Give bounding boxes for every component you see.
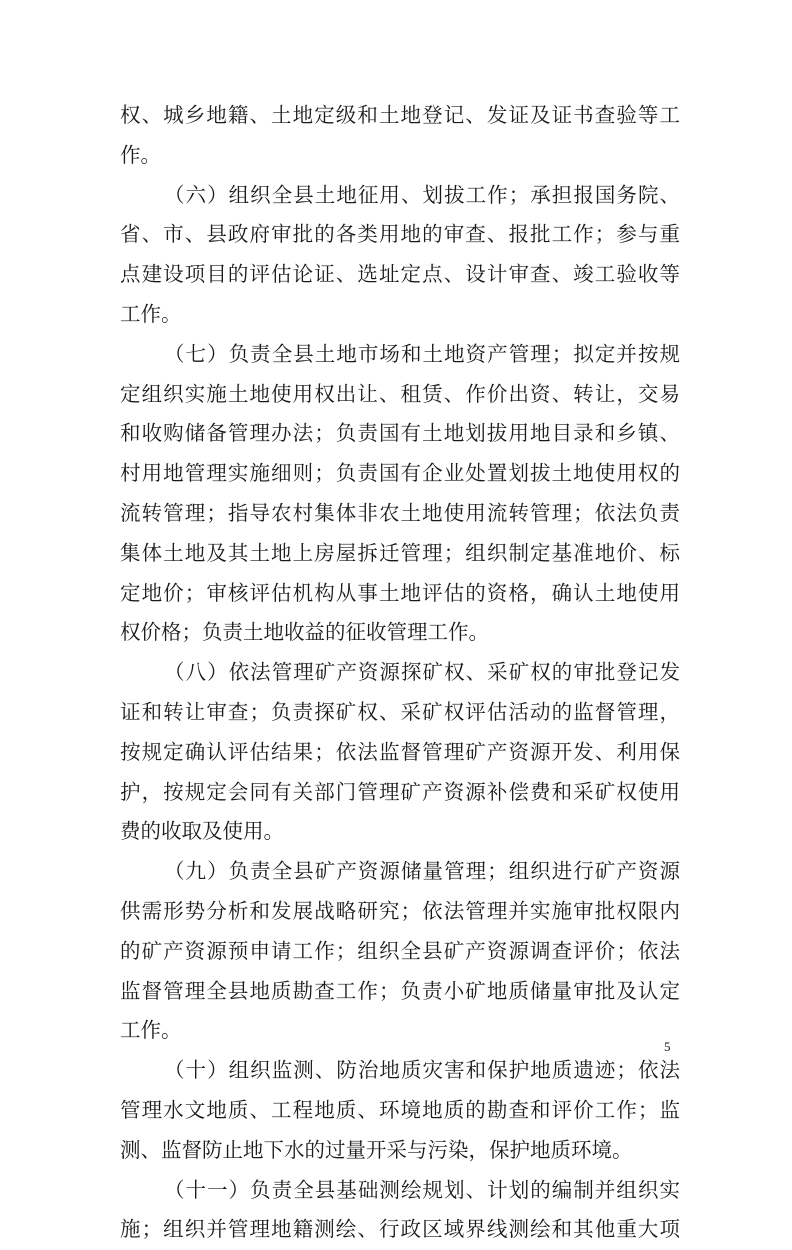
text-line: 按规定确认评估结果；依法监督管理矿产资源开发、利用保 bbox=[120, 739, 680, 764]
paragraph-start-line: （八）依法管理矿产资源探矿权、采矿权的审批登记发 bbox=[164, 660, 680, 685]
text-line: 权价格；负责土地收益的征收管理工作。 bbox=[120, 620, 489, 645]
text-line: 定地价；审核评估机构从事土地评估的资格，确认土地使用 bbox=[120, 580, 680, 605]
text-line: 证和转让审查；负责探矿权、采矿权评估活动的监督管理， bbox=[120, 699, 680, 724]
paragraph-start-line: （九）负责全县矿产资源储量管理；组织进行矿产资源 bbox=[164, 859, 680, 884]
text-line: 省、市、县政府审批的各类用地的审查、报批工作；参与重 bbox=[120, 222, 680, 247]
text-line: 监督管理全县地质勘查工作；负责小矿地质储量审批及认定 bbox=[120, 978, 680, 1003]
text-line: 和收购储备管理办法；负责国有土地划拔用地目录和乡镇、 bbox=[120, 421, 680, 446]
paragraph-start-line: （十一）负责全县基础测绘规划、计划的编制并组织实 bbox=[164, 1177, 680, 1202]
text-line: 工作。 bbox=[120, 301, 182, 326]
text-line: 工作。 bbox=[120, 1018, 182, 1043]
body-text bbox=[120, 96, 680, 1250]
text-line: 护，按规定会同有关部门管理矿产资源补偿费和采矿权使用 bbox=[120, 779, 680, 804]
text-line: 权、城乡地籍、土地定级和土地登记、发证及证书查验等工 bbox=[120, 103, 680, 127]
text-line: 测、监督防止地下水的过量开采与污染，保护地质环境。 bbox=[120, 1137, 633, 1162]
text-line: 定组织实施土地使用权出让、租赁、作价出资、转让，交易 bbox=[120, 381, 680, 406]
paragraph-start-line: （七）负责全县土地市场和土地资产管理；拟定并按规 bbox=[164, 341, 680, 366]
text-line: 管理水文地质、工程地质、环境地质的勘查和评价工作；监 bbox=[120, 1097, 680, 1122]
text-line: 供需形势分析和发展战略研究；依法管理并实施审批权限内 bbox=[120, 898, 680, 923]
text-line: 集体土地及其土地上房屋拆迁管理；组织制定基准地价、标 bbox=[120, 540, 680, 565]
text-line: 的矿产资源预申请工作；组织全县矿产资源调查评价；依法 bbox=[120, 938, 680, 963]
text-line: 点建设项目的评估论证、选址定点、设计审查、竣工验收等 bbox=[120, 262, 680, 287]
text-line: 作。 bbox=[120, 142, 161, 167]
text-line: 施；组织并管理地籍测绘、行政区域界线测绘和其他重大项 bbox=[120, 1217, 680, 1242]
page-number: 5 bbox=[664, 1039, 671, 1054]
text-line: 流转管理；指导农村集体非农土地使用流转管理；依法负责 bbox=[120, 500, 680, 525]
text-line: 费的收取及使用。 bbox=[120, 819, 284, 844]
paragraph-start-line: （六）组织全县土地征用、划拔工作；承担报国务院、 bbox=[164, 182, 680, 207]
paragraph-start-line: （十）组织监测、防治地质灾害和保护地质遗迹；依法 bbox=[164, 1058, 680, 1083]
text-line: 村用地管理实施细则；负责国有企业处置划拔土地使用权的 bbox=[120, 461, 680, 486]
